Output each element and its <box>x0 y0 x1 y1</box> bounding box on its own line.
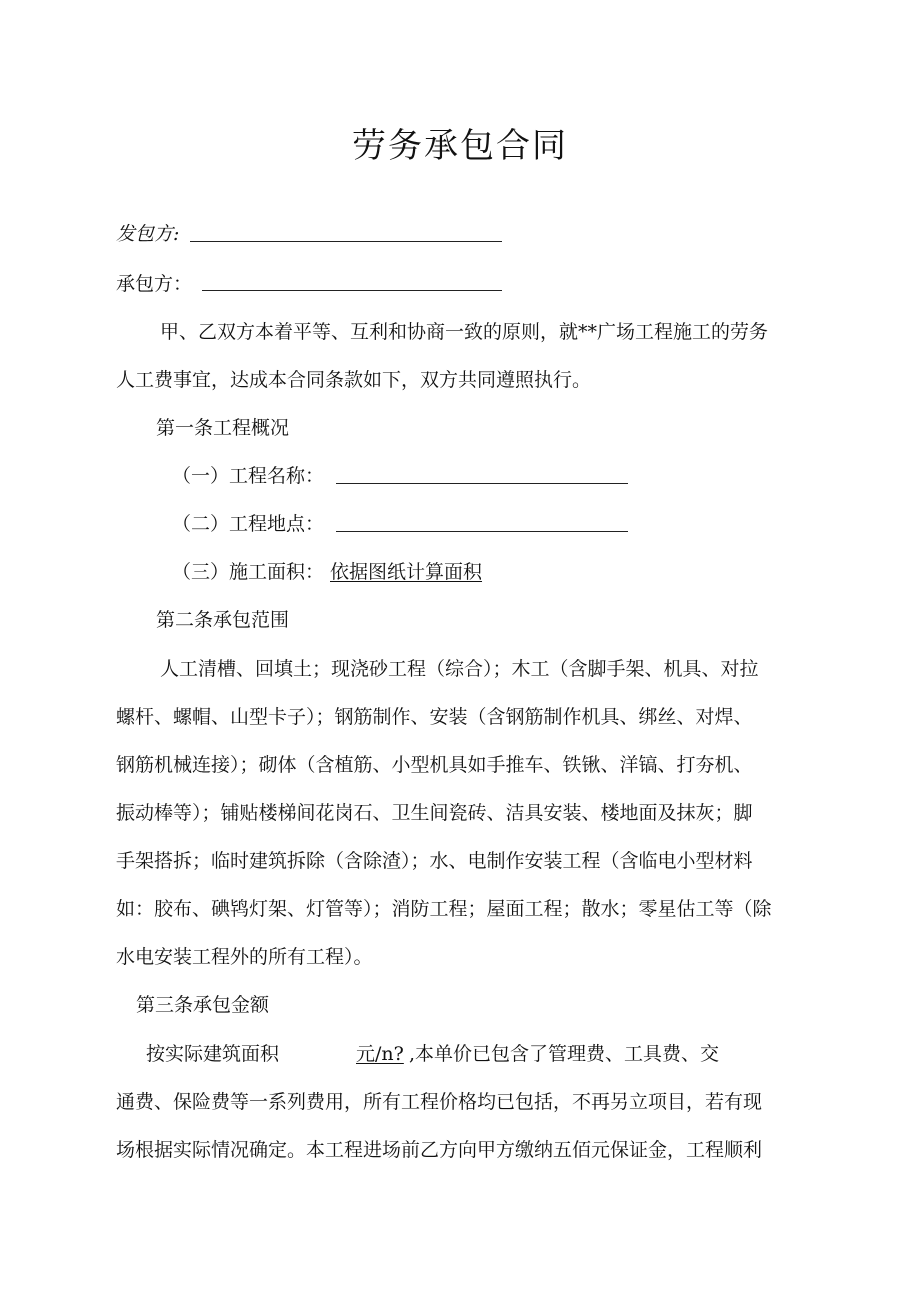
project-name-blank[interactable] <box>336 483 628 484</box>
intro-line-2: 人工费事宜，达成本合同条款如下，双方共同遵照执行。 <box>116 369 592 391</box>
document-title: 劳务承包合同 <box>352 126 568 166</box>
party-a-blank[interactable] <box>190 241 502 242</box>
scope-line-1: 人工清槽、回填土；现浇砂工程（综合）；木工（含脚手架、机具、对拉 <box>160 658 759 680</box>
amount-line-suffix: ,本单价已包含了管理费、工具费、交 <box>409 1043 720 1065</box>
party-a-label: 发包方: <box>116 223 180 245</box>
amount-line-prefix: 按实际建筑面积 <box>146 1043 280 1065</box>
intro-line-1: 甲、乙双方本着平等、互利和协商一致的原则，就**广场工程施工的劳务 <box>160 321 769 343</box>
project-location-label: （二）工程地点： <box>172 513 325 535</box>
article2-heading: 第二条承包范围 <box>156 609 290 631</box>
amount-line-2: 通费、保险费等一系列费用，所有工程价格均已包括，不再另立项目，若有现 <box>116 1091 763 1113</box>
scope-line-2: 螺杆、螺帽、山型卡子）；钢筋制作、安装（含钢筋制作机具、绑丝、对焊、 <box>116 706 753 728</box>
project-location-blank[interactable] <box>336 531 628 532</box>
amount-unit: 元/n? <box>356 1043 404 1065</box>
scope-line-5: 手架搭拆；临时建筑拆除（含除渣）；水、电制作安装工程（含临电小型材料 <box>116 850 753 872</box>
construction-area-value: 依据图纸计算面积 <box>330 561 483 583</box>
amount-line-3: 场根据实际情况确定。本工程进场前乙方向甲方缴纳五佰元保证金，工程顺利 <box>116 1139 763 1161</box>
scope-line-3: 钢筋机械连接）；砌体（含植筋、小型机具如手推车、铁锹、洋镐、打夯机、 <box>116 754 753 776</box>
article1-heading: 第一条工程概况 <box>156 417 290 439</box>
scope-line-7: 水电安装工程外的所有工程）。 <box>116 946 373 968</box>
article3-heading: 第三条承包金额 <box>136 994 270 1016</box>
scope-line-6: 如：胶布、碘鸨灯架、灯管等）；消防工程；屋面工程；散水；零星估工等（除 <box>116 898 772 920</box>
project-name-label: （一）工程名称： <box>172 465 325 487</box>
scope-line-4: 振动棒等）；铺贴楼梯间花岗石、卫生间瓷砖、洁具安装、楼地面及抹灰；脚 <box>116 802 753 824</box>
party-b-blank[interactable] <box>202 290 502 291</box>
party-b-label: 承包方： <box>116 273 193 295</box>
construction-area-label: （三）施工面积： <box>172 561 325 583</box>
